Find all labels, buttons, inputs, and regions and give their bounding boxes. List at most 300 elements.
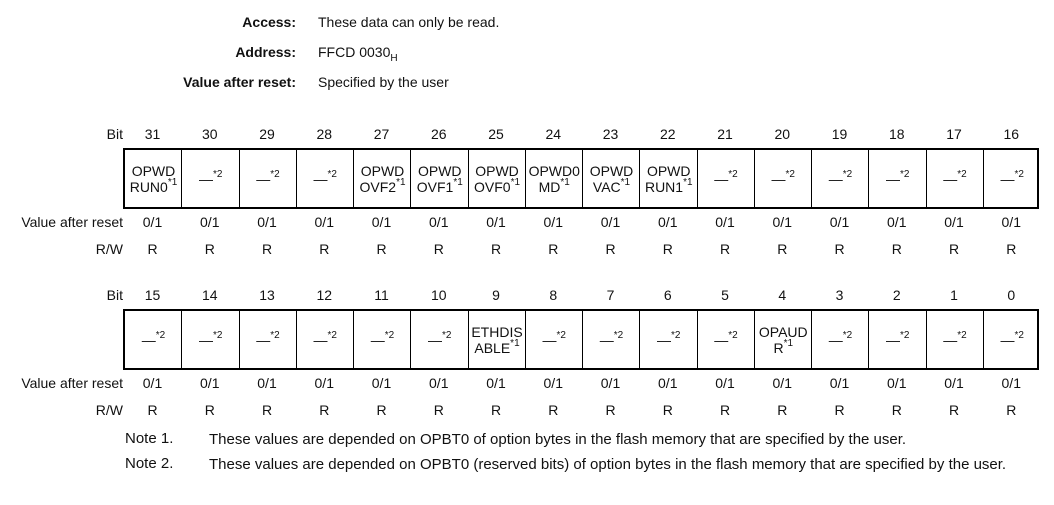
- bit-field-name: [359, 163, 405, 195]
- bit-field: [640, 311, 697, 368]
- reset-value: 0/1: [658, 375, 678, 391]
- note-ref: *1: [783, 337, 794, 349]
- note-ref: *1: [620, 176, 631, 188]
- field-name-line2: [943, 329, 967, 348]
- field-name-line2: [1000, 168, 1024, 187]
- field-name-text: —: [828, 331, 843, 348]
- bit-field-name: [771, 168, 795, 187]
- bit-number: 17: [946, 126, 962, 142]
- rw-value: R: [891, 241, 902, 257]
- bit-field-name: [313, 329, 337, 348]
- address-hex: FFCD 0030: [318, 44, 391, 60]
- access-label: Access:: [242, 14, 296, 30]
- rw-value: R: [204, 241, 215, 257]
- rw-value: R: [834, 241, 845, 257]
- bit-field-name: [542, 329, 566, 348]
- bit-field: [526, 150, 583, 207]
- rw-value: R: [605, 241, 616, 257]
- bit-field: [125, 150, 182, 207]
- bit-divider: [754, 150, 755, 207]
- bit-field-name: [590, 163, 634, 195]
- bit-field-name: [714, 168, 738, 187]
- rw-value: R: [376, 402, 387, 418]
- field-name-line2: [886, 168, 910, 187]
- bit-divider: [239, 150, 240, 207]
- bit-field-name: [599, 329, 624, 348]
- rw-value: R: [433, 402, 444, 418]
- field-name-line2: [657, 329, 681, 348]
- field-name-line2: [473, 176, 521, 195]
- lower-field-box: [123, 309, 1039, 370]
- reset-value: 0/1: [371, 214, 392, 230]
- field-name-line2: [759, 337, 808, 356]
- bit-field-name: [141, 329, 166, 348]
- field-name-line2: [714, 329, 738, 348]
- field-name-text: VAC: [592, 178, 621, 195]
- bit-number: 8: [549, 287, 558, 303]
- field-name-text: —: [886, 331, 901, 348]
- rw-value: R: [777, 241, 788, 257]
- bit-number: 9: [492, 287, 500, 303]
- rw-value: R: [777, 402, 788, 418]
- bit-divider: [410, 150, 411, 207]
- field-name-text: R: [773, 339, 784, 356]
- bit-number: 21: [717, 126, 733, 142]
- bit-divider: [868, 150, 869, 207]
- bit-divider: [353, 150, 354, 207]
- field-name-line2: [141, 329, 166, 348]
- bit-divider: [181, 311, 182, 368]
- field-name-text: —: [599, 331, 614, 348]
- rw-value: R: [548, 241, 559, 257]
- bit-divider: [353, 311, 354, 368]
- field-name-line1: OPWD: [417, 162, 462, 179]
- note-ref: *1: [683, 176, 693, 188]
- reset-value: 0/1: [200, 375, 220, 391]
- bit-field: [526, 311, 583, 368]
- bit-number: 14: [201, 287, 218, 303]
- note-2-text: These values are depended on OPBT0 (reserved bits) of option bytes in the flash memory that are specified by the user.: [209, 456, 1007, 473]
- reset-value: 0/1: [944, 214, 964, 230]
- rw-value: R: [948, 241, 960, 257]
- bit-divider: [639, 311, 640, 368]
- reset-row-label: Value after reset: [21, 375, 123, 391]
- bit-field: [297, 150, 354, 207]
- bit-field: [583, 150, 640, 207]
- bit-field: [698, 311, 755, 368]
- upper-field-box: [123, 148, 1039, 209]
- rw-value: R: [1006, 402, 1017, 418]
- bit-number: 28: [316, 126, 333, 142]
- field-name-text: —: [714, 170, 729, 187]
- note-ref: *2: [1014, 329, 1024, 341]
- bit-field-name: [529, 163, 580, 195]
- field-name-line1: ETHDIS: [471, 323, 523, 340]
- bit-field: [125, 311, 182, 368]
- field-name-text: —: [771, 170, 786, 187]
- bit-number: 15: [144, 287, 161, 303]
- bit-field: [698, 150, 755, 207]
- bit-divider: [296, 150, 297, 207]
- bit-divider: [181, 150, 182, 207]
- field-name-line2: [542, 329, 566, 348]
- field-name-text: OVF1: [416, 178, 454, 195]
- note-ref: *2: [327, 329, 337, 341]
- rw-value: R: [1006, 241, 1017, 257]
- bit-field-name: [370, 329, 395, 348]
- bit-field: [984, 311, 1041, 368]
- field-name-text: —: [886, 170, 901, 187]
- bit-row-label: Bit: [106, 287, 123, 303]
- note-ref: *2: [213, 168, 223, 180]
- field-name-line2: [1000, 329, 1024, 348]
- field-name-text: OVF2: [359, 178, 397, 195]
- note-1-label: Note 1.: [125, 430, 174, 447]
- bit-field: [411, 311, 468, 368]
- reset-value: 0/1: [772, 375, 792, 391]
- bit-field-name: [943, 329, 967, 348]
- note-ref: *2: [785, 168, 795, 180]
- note-ref: *2: [671, 329, 681, 341]
- rw-value: R: [490, 402, 502, 418]
- reset-value: 0/1: [829, 214, 850, 230]
- bit-number: 2: [892, 287, 901, 303]
- field-name-line2: [828, 329, 853, 348]
- bit-number: 24: [545, 126, 562, 142]
- bit-field: [354, 311, 411, 368]
- field-name-text: —: [943, 331, 958, 348]
- bit-field-name: [759, 324, 808, 356]
- reset-value: 0/1: [600, 214, 621, 230]
- note-ref: *2: [842, 329, 853, 341]
- reset-value: 0/1: [715, 214, 735, 230]
- field-name-line1: OPAUD: [758, 323, 808, 340]
- bit-number: 11: [374, 287, 389, 303]
- reset-value: 0/1: [600, 375, 621, 391]
- field-name-text: —: [256, 170, 271, 187]
- field-name-text: MD: [538, 178, 561, 195]
- note-ref: *2: [728, 329, 738, 341]
- bit-divider: [811, 150, 812, 207]
- bit-divider: [697, 150, 698, 207]
- bit-field-name: [943, 168, 967, 187]
- reset-label: Value after reset:: [183, 74, 296, 90]
- bit-divider: [468, 311, 469, 368]
- bit-field: [640, 150, 697, 207]
- rw-value: R: [261, 402, 273, 418]
- reset-value: 0/1: [200, 214, 220, 230]
- note-ref: *1: [510, 337, 520, 349]
- access-value: These data can only be read.: [318, 14, 500, 30]
- field-name-line1: OPWD: [131, 162, 176, 179]
- bit-field-name: [886, 168, 910, 187]
- note-ref: *1: [453, 176, 463, 188]
- rw-value: R: [662, 402, 673, 418]
- reset-value: 0/1: [1001, 214, 1021, 230]
- bit-divider: [239, 311, 240, 368]
- field-name-line2: [943, 168, 967, 187]
- reset-value: 0/1: [887, 214, 907, 230]
- bit-divider: [754, 311, 755, 368]
- note-ref: *2: [213, 329, 223, 341]
- note-ref: *2: [270, 168, 280, 180]
- field-name-line1: OPWD: [589, 162, 634, 179]
- reset-value: 0/1: [429, 214, 449, 230]
- bit-divider: [697, 311, 698, 368]
- field-name-line2: [590, 176, 634, 195]
- field-name-text: —: [199, 331, 214, 348]
- field-name-text: —: [141, 331, 156, 348]
- bit-field-name: [256, 329, 280, 348]
- bit-field-name: [199, 329, 223, 348]
- bit-field-name: [657, 329, 681, 348]
- rw-row-label: R/W: [95, 241, 123, 257]
- reset-value: 0/1: [887, 375, 907, 391]
- bit-divider: [811, 311, 812, 368]
- bit-field: [812, 311, 869, 368]
- bit-field-name: [714, 329, 738, 348]
- field-name-line2: [828, 168, 853, 187]
- bit-field: [984, 150, 1041, 207]
- field-name-line2: [256, 329, 280, 348]
- bit-number: 4: [778, 287, 787, 303]
- field-name-line2: [313, 168, 337, 187]
- reset-value: 0/1: [715, 375, 735, 391]
- rw-value: R: [605, 402, 616, 418]
- rw-value: R: [376, 241, 387, 257]
- field-name-line1: OPWD: [646, 162, 691, 179]
- field-name-line1: OPWD0: [528, 162, 580, 179]
- note-ref: *2: [270, 329, 280, 341]
- bit-field-name: [828, 168, 853, 187]
- reset-value: 0/1: [371, 375, 392, 391]
- field-name-text: —: [313, 170, 328, 187]
- note-ref: *2: [327, 168, 337, 180]
- reset-value: 0/1: [429, 375, 449, 391]
- field-name-line2: [199, 168, 223, 187]
- reset-value: 0/1: [314, 214, 334, 230]
- bit-field: [755, 150, 812, 207]
- field-name-text: —: [1000, 170, 1015, 187]
- reset-row-label: Value after reset: [21, 214, 123, 230]
- note-ref: *2: [442, 329, 452, 341]
- field-name-text: —: [428, 331, 443, 348]
- field-name-line2: [416, 176, 463, 195]
- bit-divider: [926, 311, 927, 368]
- bit-divider: [410, 311, 411, 368]
- bit-field: [469, 311, 526, 368]
- note-1-text: These values are depended on OPBT0 of option bytes in the flash memory that are specified by the user.: [209, 431, 907, 448]
- field-name-line2: [199, 329, 223, 348]
- reset-value: 0/1: [257, 375, 277, 391]
- rw-value: R: [319, 402, 330, 418]
- bit-number: 29: [259, 126, 275, 142]
- address-value: [318, 44, 398, 64]
- reset-value: 0/1: [486, 375, 506, 391]
- field-name-text: —: [657, 331, 672, 348]
- bit-number: 10: [430, 287, 447, 303]
- note-ref: *1: [510, 176, 521, 188]
- note-2-label: Note 2.: [125, 455, 174, 472]
- bit-divider: [582, 311, 583, 368]
- note-ref: *2: [900, 329, 910, 341]
- note-ref: *2: [556, 329, 566, 341]
- field-name-line2: [256, 168, 280, 187]
- field-name-line2: [313, 329, 337, 348]
- bit-field: [927, 311, 984, 368]
- note-ref: *2: [842, 168, 853, 180]
- field-name-line1: OPWD: [475, 162, 519, 179]
- rw-value: R: [548, 402, 559, 418]
- reset-value: 0/1: [314, 375, 334, 391]
- bit-field-name: [199, 168, 223, 187]
- reset-value: 0/1: [543, 214, 563, 230]
- bit-field: [812, 150, 869, 207]
- bit-divider: [468, 150, 469, 207]
- field-name-line2: [471, 337, 522, 356]
- reset-value: Specified by the user: [318, 74, 449, 90]
- bit-number: 26: [430, 126, 447, 142]
- reset-value: 0/1: [658, 214, 678, 230]
- bit-number: 0: [1007, 287, 1016, 303]
- rw-row-label: R/W: [95, 402, 123, 418]
- reset-value: 0/1: [142, 214, 163, 230]
- note-ref: *2: [957, 168, 967, 180]
- bit-field-name: [474, 163, 520, 195]
- bit-divider: [983, 150, 984, 207]
- bit-number: 25: [488, 126, 504, 142]
- reset-value: 0/1: [1001, 375, 1021, 391]
- note-ref: *2: [613, 329, 624, 341]
- reset-value: 0/1: [944, 375, 964, 391]
- bit-field-name: [256, 168, 280, 187]
- reset-value: 0/1: [257, 214, 277, 230]
- field-name-line2: [886, 329, 910, 348]
- bit-number: 30: [201, 126, 218, 142]
- field-name-line2: [771, 168, 795, 187]
- bit-number: 7: [606, 287, 615, 303]
- bit-field: [869, 150, 926, 207]
- field-name-line2: [370, 329, 395, 348]
- bit-number: 13: [259, 287, 275, 303]
- field-name-line2: [428, 329, 452, 348]
- reset-value: 0/1: [486, 214, 506, 230]
- bit-field-name: [428, 329, 452, 348]
- field-name-text: —: [256, 331, 271, 348]
- rw-value: R: [433, 241, 444, 257]
- field-name-text: ABLE: [474, 339, 511, 356]
- bit-field-name: [313, 168, 337, 187]
- reset-value: 0/1: [543, 375, 563, 391]
- reset-value: 0/1: [142, 375, 163, 391]
- bit-field: [240, 311, 297, 368]
- bit-field: [583, 311, 640, 368]
- note-ref: *2: [155, 329, 166, 341]
- bit-field-name: [417, 163, 463, 195]
- note-ref: *2: [900, 168, 910, 180]
- field-name-text: OVF0: [473, 178, 511, 195]
- bit-divider: [525, 150, 526, 207]
- address-suffix: H: [390, 52, 398, 64]
- bit-field: [755, 311, 812, 368]
- bit-divider: [525, 311, 526, 368]
- bit-number: 12: [316, 287, 333, 303]
- rw-value: R: [147, 241, 158, 257]
- bit-field: [869, 311, 926, 368]
- field-name-line2: [714, 168, 738, 187]
- note-ref: *1: [167, 176, 178, 188]
- bit-field: [469, 150, 526, 207]
- rw-value: R: [147, 402, 158, 418]
- reset-value: 0/1: [772, 214, 792, 230]
- bit-number: 1: [950, 287, 958, 303]
- bit-divider: [639, 150, 640, 207]
- field-name-line2: [644, 176, 693, 195]
- bit-number: 27: [373, 126, 390, 142]
- rw-value: R: [261, 241, 273, 257]
- bit-number: 31: [144, 126, 161, 142]
- bit-field: [182, 150, 239, 207]
- bit-field: [354, 150, 411, 207]
- bit-number: 5: [721, 287, 729, 303]
- field-name-text: —: [714, 331, 729, 348]
- bit-divider: [868, 311, 869, 368]
- bit-field-name: [828, 329, 853, 348]
- field-name-line2: [529, 176, 580, 195]
- bit-field: [297, 311, 354, 368]
- bit-field-name: [1000, 168, 1024, 187]
- bit-field: [182, 311, 239, 368]
- rw-value: R: [662, 241, 673, 257]
- field-name-text: —: [943, 170, 958, 187]
- bit-number: 3: [835, 287, 844, 303]
- field-name-text: —: [1000, 331, 1015, 348]
- bit-field-name: [130, 163, 178, 195]
- note-ref: *2: [1014, 168, 1024, 180]
- bit-field: [240, 150, 297, 207]
- field-name-text: —: [542, 331, 557, 348]
- bit-field-name: [645, 163, 693, 195]
- bit-divider: [926, 150, 927, 207]
- rw-value: R: [719, 241, 731, 257]
- rw-value: R: [319, 241, 330, 257]
- field-name-text: RUN0: [129, 178, 168, 195]
- bit-number: 16: [1003, 126, 1020, 142]
- note-ref: *1: [560, 176, 570, 188]
- field-name-text: —: [370, 331, 385, 348]
- note-ref: *1: [396, 176, 406, 188]
- bit-number: 19: [831, 126, 848, 142]
- field-name-line1: OPWD: [360, 162, 405, 179]
- field-name-text: —: [199, 170, 214, 187]
- rw-value: R: [834, 402, 845, 418]
- field-name-line2: [129, 176, 178, 195]
- bit-number: 23: [602, 126, 619, 142]
- address-label: Address:: [235, 44, 296, 60]
- field-name-text: RUN1: [644, 178, 684, 195]
- note-ref: *2: [384, 329, 395, 341]
- field-name-text: —: [313, 331, 328, 348]
- note-ref: *2: [957, 329, 967, 341]
- bit-divider: [983, 311, 984, 368]
- field-name-line2: [599, 329, 624, 348]
- bit-divider: [582, 150, 583, 207]
- reset-value: 0/1: [829, 375, 850, 391]
- note-ref: *2: [728, 168, 738, 180]
- rw-value: R: [719, 402, 731, 418]
- bit-field-name: [471, 324, 522, 356]
- bit-field-name: [886, 329, 910, 348]
